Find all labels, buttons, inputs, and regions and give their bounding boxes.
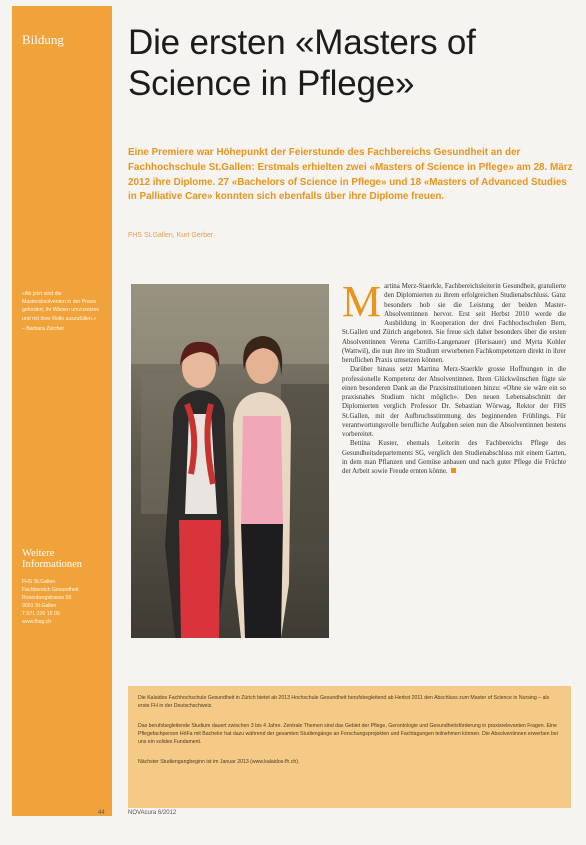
sidebar-quote [22,290,106,333]
more-info-link: www.fhsg.ch [22,619,52,625]
more-info-title: Weitere Informationen [22,548,83,570]
more-info-line: Rosenbergstrasse 59 [22,595,72,601]
more-info-line: T 071 226 15 00 [22,611,60,617]
body-paragraph: Darüber hinaus setzt Martina Merz-Staerkle grosse Hoffnungen in die professionelle Kompetenz der Absolventinnen. Ihren Glückwünschen fügte sie einen besonderen Dank an die Praxisinstitutionen hinzu: «Ohne sie wäre ein so praxisnahes Studium nicht möglich». Den neuen Lebensabschnitt der Diplomierten verglich Professor Dr. Sebastian Wörwag, Rektor der FHS St.Gallen, mit der Aufbruchsstimmung des beginnenden Frühlings. Für verantwortungsvolle berufliche Aufgaben seien nun die Absolventinnen bestens vorbereitet. [342,366,566,438]
article-lead: Eine Premiere war Höhepunkt der Feierstunde des Fachbereichs Gesundheit an der Fachhochschule St.Gallen: Erstmals erhielten zwei «Masters of Science in Pflege» am 28. März 2012 ihre Diplome. 27 «Bachelors of Science in Pflege» und 18 «Masters of Advanced Studies in Palliative Care» konnten sich ebenfalls über ihre Diplome freuen. [128,147,573,203]
drop-cap: M [342,277,382,326]
page-number: 44 [98,810,105,816]
info-box-paragraph: Die Kalaidos Fachhochschule Gesundheit in Zürich bietet ab 2013 Hochschule Gesundheit berufsbegleitend ab Herbst 2011 den Abschluss zum Master of Science in Nursing – als erste FH in der Deutschschweiz. [138,695,550,710]
end-of-article-mark [451,468,456,473]
more-info-list [22,578,110,626]
orange-sidebar [12,6,112,816]
more-info-line: 9001 St.Gallen [22,603,57,609]
more-info-line: FHS St.Gallen [22,579,56,585]
body-paragraph-text: Bettina Kuster, ehemals Leiterin des Fachbereichs Pflege des Gesundheitsdepartements SG, verglich den Studienabschluss mit einem Garten, in dem man Pflanzen und Gemüse anbauen und nach guter Pflege die Früchte der Arbeit sowie Freude ernten könne. [342,440,566,475]
info-box [128,686,571,808]
graduates-photo [131,284,329,638]
body-paragraph [342,439,566,476]
article-byline: FHS St.Gallen, Kurt Gerber [128,232,214,239]
sidebar-quote-author: – Barbara Zürcher [22,325,65,332]
publication-name: NOVAcura 6/2012 [128,810,177,816]
more-info-line: Fachbereich Gesundheit [22,587,79,593]
photo-illustration [131,284,329,638]
body-paragraph: artina Merz-Staerkle, Fachbereichsleiterin Gesundheit, gratulierte den Diplomierten zu ihrem erfolgreichen Studienabschluss. Ganz besonders hob sie die Leistung der beiden Master-Absolventinnen hervor. Erst seit Herbst 2010 werde die Ausbildung in Kooperation der drei Fachhochschulen Bern, St.Gallen und Zürich angeboten. Sie freue sich daher besonders über die ersten Absolventinnen Verena Carrillo-Langenauer (Herisauer) und Myrta Kohler (Wattwil), die nun ihre im Studium erworbenen Fachkompetenzen direkt in ihrer beruflichen Praxis umsetzen können. [342,283,566,364]
article-title: Die ersten «Masters of Science in Pflege» [128,23,476,103]
info-box-paragraph: Nächster Studiengangbeginn ist im Januar 2013 (www.kalaidos-fh.ch). [138,759,300,765]
article-body [342,277,566,476]
sidebar-quote-text: «Ab jetzt sind die Masterabsolventen in der Praxis gefordert, ihr Wissen umzusetzen und mit ihrer Rolle auszufüllen.» [22,291,100,322]
info-box-paragraph: Das berufsbegleitende Studium dauert zwischen 3 bis 4 Jahre. Zentrale Themen sind das Gebiet der Pflege, Gerontologie und Gesundheitsförderung in praxisrelevanten Fragen. Eine Pflegefachperson HöFa mit Bachelor hat dazu während der gesamten Studiengänge an Forschungsprojekten und Fachtagungen teilnehmen können. Die Absolventinnen erwerben bei uns ein solides Fundament. [138,723,558,746]
section-label: Bildung [22,32,64,47]
